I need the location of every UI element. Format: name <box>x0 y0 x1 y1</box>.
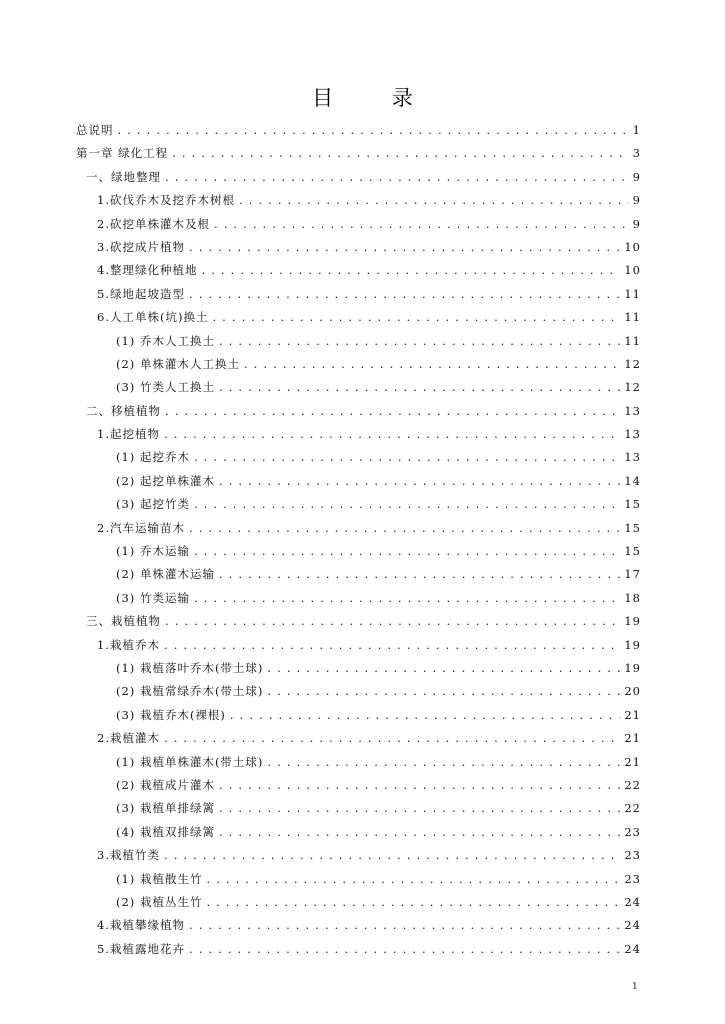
toc-entry[interactable] <box>76 306 641 329</box>
toc-entry[interactable] <box>76 376 641 399</box>
toc-dot-leader <box>219 797 620 820</box>
toc-entry-page: 22 <box>624 777 641 792</box>
toc-entry-page: 12 <box>624 380 641 395</box>
toc-dot-leader <box>267 680 620 703</box>
toc-entry-label: 三、栽植植物 <box>86 614 161 629</box>
toc-entry[interactable] <box>76 657 641 680</box>
toc-entry-label: (1) 栽植散生竹 <box>116 871 203 886</box>
toc-entry[interactable] <box>76 353 641 376</box>
toc-entry-label: (2) 起挖单株灌木 <box>116 473 215 488</box>
toc-entry-label: (3) 竹类运输 <box>116 590 190 605</box>
toc-entry-label: (4) 栽植双排绿篱 <box>116 824 215 839</box>
toc-dot-leader <box>219 330 620 353</box>
toc-entry-label: (2) 栽植成片灌木 <box>116 777 215 792</box>
toc-entry[interactable] <box>76 844 641 867</box>
page-title: 目 录 <box>312 86 439 110</box>
toc-dot-leader <box>212 306 620 329</box>
toc-entry-page: 20 <box>624 684 641 699</box>
toc-entry-label: 1.砍伐乔木及挖乔木树根 <box>97 193 235 208</box>
toc-entry-page: 24 <box>624 941 641 956</box>
toc-dot-leader <box>267 751 620 774</box>
toc-entry-label: 5.栽植露地花卉 <box>97 941 185 956</box>
toc-entry-label: 4.整理绿化种植地 <box>97 263 198 278</box>
toc-dot-leader <box>189 283 620 306</box>
toc-entry[interactable] <box>76 423 641 446</box>
toc-dot-leader <box>230 704 620 727</box>
toc-entry-page: 11 <box>624 286 641 301</box>
toc-dot-leader <box>165 166 629 189</box>
toc-entry-page: 17 <box>624 567 641 582</box>
toc-entry-label: 5.绿地起坡造型 <box>97 286 185 301</box>
toc-entry[interactable] <box>76 704 641 727</box>
toc-entry-page: 1 <box>632 123 641 137</box>
toc-entry-page: 11 <box>624 310 641 325</box>
toc-entry[interactable] <box>76 938 641 961</box>
toc-entry-label: 第一章 绿化工程 <box>76 146 169 161</box>
toc-dot-leader <box>118 119 629 142</box>
toc-entry-page: 21 <box>624 731 641 746</box>
toc-entry-label: 4.栽植攀缘植物 <box>97 918 185 933</box>
toc-entry-label: (2) 单株灌木人工换土 <box>116 356 240 371</box>
toc-entry-label: (1) 起挖乔木 <box>116 450 190 465</box>
toc-entry-page: 19 <box>624 660 641 675</box>
toc-entry[interactable] <box>76 914 641 937</box>
toc-entry-label: 二、移植植物 <box>86 403 161 418</box>
toc-entry[interactable] <box>76 236 641 259</box>
toc-entry-page: 9 <box>632 193 641 208</box>
toc-entry[interactable] <box>76 517 641 540</box>
toc-dot-leader <box>201 259 620 282</box>
toc-entry-label: (3) 起挖竹类 <box>116 497 190 512</box>
toc-dot-leader <box>267 657 620 680</box>
toc-dot-leader <box>206 891 620 914</box>
toc-entry[interactable] <box>76 166 641 189</box>
toc-entry[interactable] <box>76 493 641 516</box>
toc-dot-leader <box>189 914 620 937</box>
toc-entry-label: 2.汽车运输苗木 <box>97 520 185 535</box>
toc-entry[interactable] <box>76 400 641 423</box>
toc-entry-page: 12 <box>624 356 641 371</box>
toc-entry-label: (3) 栽植乔木(裸根) <box>116 707 226 722</box>
toc-entry-page: 13 <box>624 427 641 442</box>
toc-entry-page: 3 <box>632 146 641 161</box>
toc-entry[interactable] <box>76 540 641 563</box>
toc-dot-leader <box>189 236 620 259</box>
toc-entry[interactable] <box>76 891 641 914</box>
toc-dot-leader <box>194 493 620 516</box>
toc-entry[interactable] <box>76 821 641 844</box>
toc-dot-leader <box>189 517 620 540</box>
toc-entry-page: 24 <box>624 918 641 933</box>
toc-entry-label: (3) 栽植单排绿篱 <box>116 801 215 816</box>
toc-entry[interactable] <box>76 868 641 891</box>
toc-dot-leader <box>219 821 620 844</box>
toc-entry-page: 15 <box>624 544 641 559</box>
toc-dot-leader <box>164 727 620 750</box>
toc-entry-page: 22 <box>624 801 641 816</box>
table-of-contents <box>76 119 641 961</box>
toc-entry[interactable] <box>76 470 641 493</box>
toc-dot-leader <box>164 423 620 446</box>
toc-entry-label: (1) 栽植单株灌木(带土球) <box>116 754 264 769</box>
toc-dot-leader <box>165 400 620 423</box>
page-number: 1 <box>632 982 638 992</box>
toc-entry-label: 1.栽植乔木 <box>97 637 160 652</box>
toc-entry-label: 2.栽植灌木 <box>97 731 160 746</box>
toc-entry-label: 3.栽植竹类 <box>97 848 160 863</box>
toc-entry-page: 19 <box>624 614 641 629</box>
toc-dot-leader <box>214 213 629 236</box>
toc-dot-leader <box>206 868 620 891</box>
toc-entry-label: 2.砍挖单株灌木及根 <box>97 216 210 231</box>
toc-dot-leader <box>189 938 620 961</box>
toc-entry-page: 13 <box>624 403 641 418</box>
toc-entry[interactable] <box>76 587 641 610</box>
toc-dot-leader <box>194 446 620 469</box>
toc-entry-label: (3) 竹类人工换土 <box>116 380 215 395</box>
toc-entry[interactable] <box>76 142 641 165</box>
toc-entry-label: (2) 栽植常绿乔木(带土球) <box>116 684 264 699</box>
toc-entry[interactable] <box>76 330 641 353</box>
toc-entry-label: 总说明 <box>76 123 114 137</box>
toc-entry-label: 1.起挖植物 <box>97 427 160 442</box>
toc-dot-leader <box>244 353 620 376</box>
toc-entry[interactable] <box>76 259 641 282</box>
toc-entry-label: 一、绿地整理 <box>86 169 161 184</box>
toc-entry-label: (2) 栽植丛生竹 <box>116 894 203 909</box>
toc-entry-page: 10 <box>624 263 641 278</box>
toc-entry-label: 3.砍挖成片植物 <box>97 239 185 254</box>
toc-entry-page: 9 <box>632 169 641 184</box>
toc-dot-leader <box>164 844 620 867</box>
toc-dot-leader <box>219 470 620 493</box>
toc-entry[interactable] <box>76 189 641 212</box>
toc-entry[interactable] <box>76 680 641 703</box>
toc-dot-leader <box>194 587 620 610</box>
toc-entry-page: 15 <box>624 520 641 535</box>
toc-dot-leader <box>194 540 620 563</box>
toc-entry[interactable] <box>76 446 641 469</box>
toc-entry[interactable] <box>76 727 641 750</box>
toc-dot-leader <box>164 634 620 657</box>
toc-entry[interactable] <box>76 610 641 633</box>
toc-entry[interactable] <box>76 774 641 797</box>
toc-entry-page: 15 <box>624 497 641 512</box>
toc-entry-page: 19 <box>624 637 641 652</box>
toc-entry-page: 23 <box>624 871 641 886</box>
toc-entry-page: 23 <box>624 824 641 839</box>
toc-entry[interactable] <box>76 283 641 306</box>
toc-entry-label: (1) 乔木人工换土 <box>116 333 215 348</box>
toc-entry-page: 18 <box>624 590 641 605</box>
toc-entry-page: 21 <box>624 754 641 769</box>
toc-dot-leader <box>239 189 629 212</box>
toc-entry-page: 9 <box>632 216 641 231</box>
toc-dot-leader <box>219 563 620 586</box>
toc-dot-leader <box>219 376 620 399</box>
toc-entry-label: 6.人工单株(坑)换土 <box>97 310 209 325</box>
toc-entry-page: 23 <box>624 848 641 863</box>
toc-dot-leader <box>219 774 620 797</box>
toc-entry[interactable] <box>76 751 641 774</box>
toc-entry-page: 11 <box>624 333 641 348</box>
toc-entry-page: 14 <box>624 473 641 488</box>
toc-entry[interactable] <box>76 213 641 236</box>
toc-entry[interactable] <box>76 634 641 657</box>
toc-entry[interactable] <box>76 119 641 142</box>
toc-entry-page: 21 <box>624 707 641 722</box>
toc-dot-leader <box>165 610 620 633</box>
toc-entry[interactable] <box>76 563 641 586</box>
toc-entry[interactable] <box>76 797 641 820</box>
toc-entry-page: 10 <box>624 239 641 254</box>
toc-entry-label: (1) 乔木运输 <box>116 544 190 559</box>
toc-entry-label: (1) 栽植落叶乔木(带土球) <box>116 660 264 675</box>
toc-dot-leader <box>172 142 629 165</box>
toc-entry-page: 13 <box>624 450 641 465</box>
toc-entry-page: 24 <box>624 894 641 909</box>
toc-entry-label: (2) 单株灌木运输 <box>116 567 215 582</box>
